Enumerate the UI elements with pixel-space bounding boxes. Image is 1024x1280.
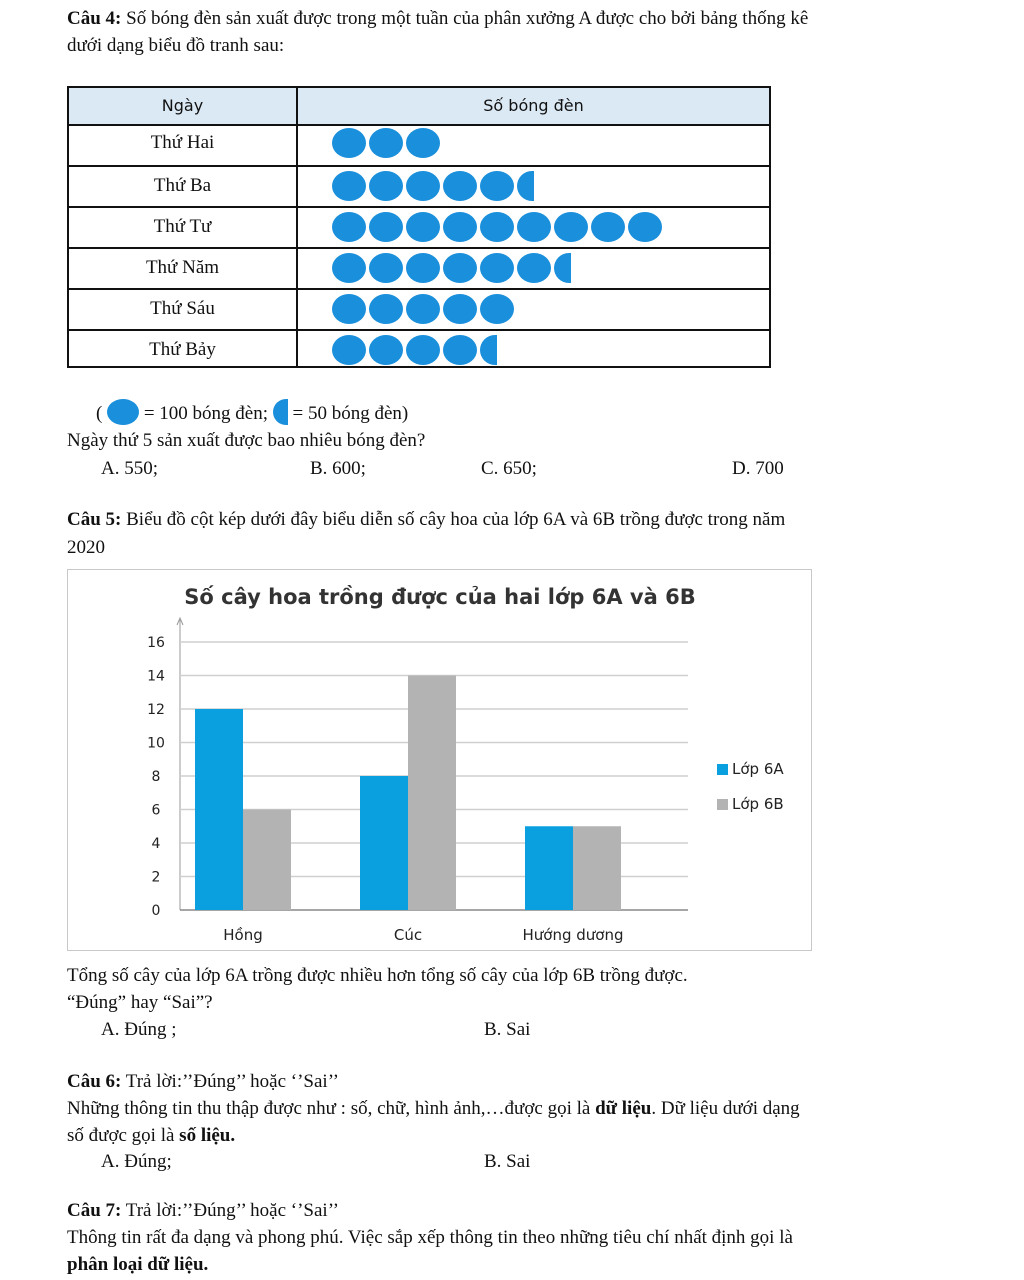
day-label: Thứ Sáu [150, 298, 215, 319]
q5-line2: 2020 [67, 537, 105, 558]
q6-text-c: . Dữ liệu dưới dạng [651, 1098, 800, 1119]
chart-svg [68, 570, 813, 952]
half-bulb-icon [273, 399, 288, 425]
col-count-header: Số bóng đèn [483, 96, 584, 115]
y-tick-label: 4 [151, 836, 161, 852]
full-bulb-icon [406, 294, 440, 324]
q6-text-b: dữ liệu [595, 1098, 652, 1119]
full-bulb-icon [480, 212, 514, 242]
half-bulb-icon [480, 335, 497, 365]
day-label: Thứ Hai [150, 132, 215, 153]
full-bulb-icon [369, 294, 403, 324]
full-bulb-icon [406, 171, 440, 201]
q6-text-e: số liệu. [179, 1125, 236, 1146]
full-bulb-icon [332, 253, 366, 283]
full-bulb-icon [480, 171, 514, 201]
x-tick-label: Hướng dương [522, 926, 624, 944]
day-label: Thứ Năm [145, 257, 220, 278]
bar-lớp-6b [408, 676, 456, 911]
legend-open: ( [96, 403, 103, 424]
q5-text: Biểu đồ cột kép dưới đây biểu diễn số cây hoa của lớp 6A và 6B trồng được trong năm [121, 509, 786, 530]
bar-lớp-6a [360, 776, 408, 910]
day-label: Thứ Bảy [149, 339, 216, 360]
full-bulb-icon [443, 212, 477, 242]
full-bulb-icon [332, 294, 366, 324]
full-bulb-icon [369, 212, 403, 242]
full-bulb-icon [369, 253, 403, 283]
table-row [69, 124, 769, 165]
half-bulb-icon [554, 253, 571, 283]
day-label: Thứ Tư [153, 216, 212, 237]
q6-line3 [67, 1123, 235, 1149]
q4-label: Câu 4: [67, 8, 122, 29]
q5-label: Câu 5: [67, 509, 122, 530]
full-bulb-icon [517, 253, 551, 283]
full-bulb-icon [369, 171, 403, 201]
full-bulb-icon [480, 294, 514, 324]
q4-question: Ngày thứ 5 sản xuất được bao nhiêu bóng đèn? [67, 430, 426, 451]
y-tick-label: 8 [151, 769, 161, 785]
q7-line1 [67, 1198, 339, 1224]
x-tick-label: Hồng [223, 926, 263, 944]
bar-lớp-6a [195, 709, 243, 910]
table-row [69, 206, 769, 247]
q6-label: Câu 6: [67, 1071, 122, 1092]
q4-option-d: D. 700 [732, 458, 784, 479]
full-bulb-icon [443, 171, 477, 201]
y-tick-label: 14 [147, 668, 165, 685]
q5-line1 [67, 507, 785, 533]
table-row [69, 329, 769, 370]
q5-option-a: A. Đúng ; [101, 1019, 177, 1040]
y-tick-label: 2 [151, 869, 161, 886]
full-bulb-icon [369, 335, 403, 365]
full-bulb-icon [591, 212, 625, 242]
q7-line3: phân loại dữ liệu. [67, 1254, 209, 1275]
legend-half-text: = 50 bóng đèn) [292, 403, 409, 424]
full-bulb-icon [628, 212, 662, 242]
full-bulb-icon [517, 212, 551, 242]
q5-option-b: B. Sai [484, 1019, 531, 1040]
bar-lớp-6a [525, 826, 573, 910]
q4-option-c: C. 650; [481, 458, 537, 479]
q6-option-a: A. Đúng; [101, 1151, 172, 1172]
q6-text-a: Những thông tin thu thập được như : số, chữ, hình ảnh,…được gọi là [67, 1098, 596, 1119]
q4-text: Số bóng đèn sản xuất được trong một tuần của phân xưởng A được cho bởi bảng thống kê [121, 8, 809, 29]
col-day-header: Ngày [161, 96, 204, 115]
q7-line2: Thông tin rất đa dạng và phong phú. Việc sắp xếp thông tin theo những tiêu chí nhất định gọi là [67, 1227, 793, 1248]
q4-line1 [67, 6, 808, 32]
full-bulb-icon [369, 128, 403, 158]
pictograph-table [67, 86, 771, 368]
full-bulb-icon [406, 128, 440, 158]
full-bulb-icon [443, 294, 477, 324]
full-bulb-icon [443, 335, 477, 365]
full-bulb-icon [332, 171, 366, 201]
legend-swatch [717, 799, 728, 810]
full-bulb-icon [107, 399, 139, 425]
bar-chart [67, 569, 812, 951]
y-tick-label: 10 [147, 735, 165, 752]
full-bulb-icon [406, 253, 440, 283]
y-tick-label: 6 [151, 802, 161, 819]
q6-text-d: số được gọi là [67, 1125, 180, 1146]
y-tick-label: 0 [151, 903, 161, 919]
bar-lớp-6b [573, 826, 621, 910]
full-bulb-icon [332, 212, 366, 242]
q4-option-a: A. 550; [101, 458, 158, 479]
table-row [69, 288, 769, 329]
day-label: Thứ Ba [153, 175, 212, 196]
q6-prompt: Trả lời:’’Đúng’’ hoặc ‘’Sai’’ [121, 1071, 339, 1092]
table-row [69, 165, 769, 206]
full-bulb-icon [554, 212, 588, 242]
half-bulb-icon [517, 171, 534, 201]
table-header [69, 88, 769, 126]
y-tick-label: 16 [147, 635, 165, 651]
legend-label: Lớp 6B [732, 795, 784, 813]
q7-label: Câu 7: [67, 1200, 122, 1221]
full-bulb-icon [406, 335, 440, 365]
full-bulb-icon [480, 253, 514, 283]
full-bulb-icon [406, 212, 440, 242]
legend-swatch [717, 764, 728, 775]
bar-lớp-6b [243, 810, 291, 911]
q6-option-b: B. Sai [484, 1151, 531, 1172]
q5-statement: Tổng số cây của lớp 6A trồng được nhiều hơn tổng số cây của lớp 6B trồng được. [67, 965, 688, 986]
x-tick-label: Cúc [393, 926, 423, 944]
q7-prompt: Trả lời:’’Đúng’’ hoặc ‘’Sai’’ [121, 1200, 339, 1221]
full-bulb-icon [332, 128, 366, 158]
q6-line1 [67, 1069, 339, 1095]
legend-full-text: = 100 bóng đèn; [143, 403, 269, 424]
full-bulb-icon [332, 335, 366, 365]
q4-line2: dưới dạng biểu đồ tranh sau: [67, 35, 285, 56]
legend-label: Lớp 6A [732, 760, 784, 778]
q4-option-b: B. 600; [310, 458, 366, 479]
y-tick-label: 12 [147, 702, 165, 718]
chart-title: Số cây hoa trồng được của hai lớp 6A và 6B [184, 585, 696, 609]
q5-question: “Đúng” hay “Sai”? [67, 992, 213, 1013]
picto-legend [96, 399, 408, 427]
q6-line2 [67, 1096, 800, 1122]
table-row [69, 247, 769, 288]
full-bulb-icon [443, 253, 477, 283]
